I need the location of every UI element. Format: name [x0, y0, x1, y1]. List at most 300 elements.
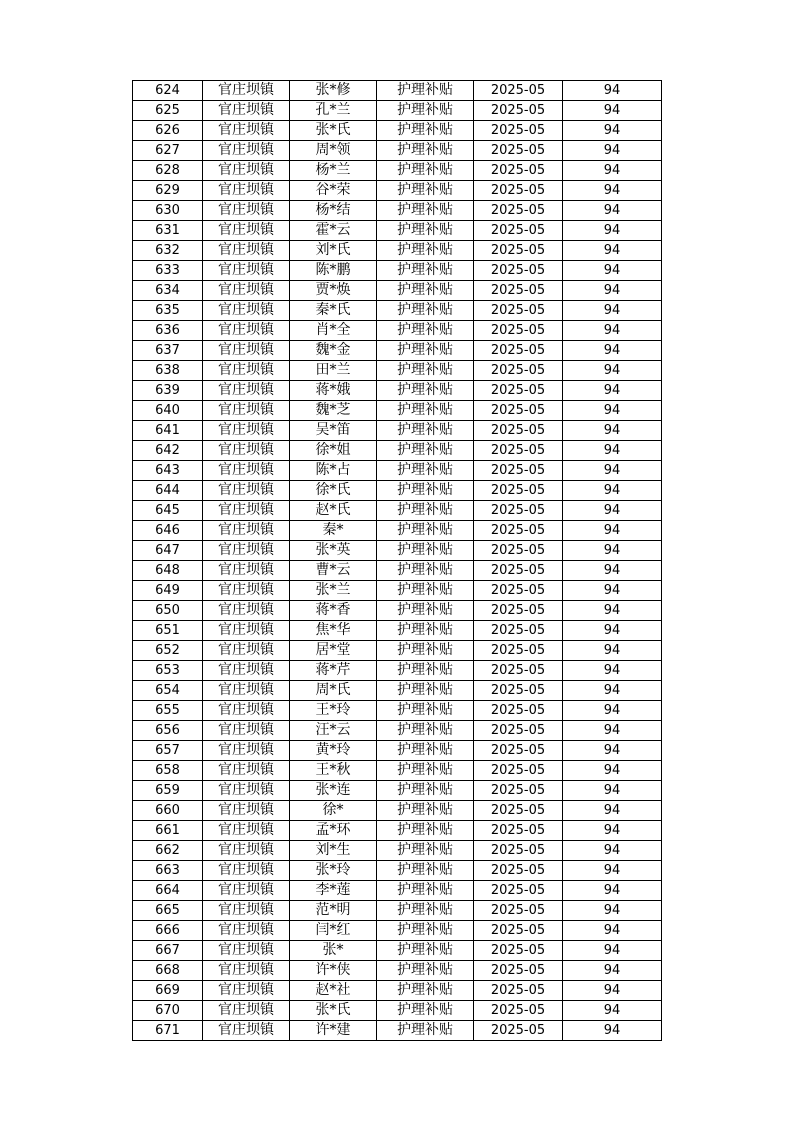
period-cell: 2025-05	[474, 761, 563, 781]
table-row	[133, 361, 662, 381]
period-cell: 2025-05	[474, 301, 563, 321]
serial-cell: 647	[133, 541, 203, 561]
amount-cell: 94	[563, 201, 662, 221]
serial-cell: 640	[133, 401, 203, 421]
name-cell: 居*堂	[290, 641, 377, 661]
serial-cell: 645	[133, 501, 203, 521]
amount-cell: 94	[563, 161, 662, 181]
subsidy-type-cell: 护理补贴	[377, 301, 474, 321]
serial-cell: 642	[133, 441, 203, 461]
period-cell: 2025-05	[474, 401, 563, 421]
serial-cell: 632	[133, 241, 203, 261]
serial-cell: 646	[133, 521, 203, 541]
serial-cell: 656	[133, 721, 203, 741]
table-row	[133, 201, 662, 221]
amount-cell: 94	[563, 841, 662, 861]
serial-cell: 627	[133, 141, 203, 161]
town-cell: 官庄坝镇	[203, 261, 290, 281]
serial-cell: 629	[133, 181, 203, 201]
town-cell: 官庄坝镇	[203, 681, 290, 701]
amount-cell: 94	[563, 381, 662, 401]
name-cell: 徐*氏	[290, 481, 377, 501]
town-cell: 官庄坝镇	[203, 321, 290, 341]
name-cell: 赵*社	[290, 981, 377, 1001]
subsidy-type-cell: 护理补贴	[377, 461, 474, 481]
subsidy-type-cell: 护理补贴	[377, 561, 474, 581]
town-cell: 官庄坝镇	[203, 281, 290, 301]
amount-cell: 94	[563, 601, 662, 621]
table-row	[133, 241, 662, 261]
name-cell: 贾*焕	[290, 281, 377, 301]
name-cell: 杨*兰	[290, 161, 377, 181]
subsidy-type-cell: 护理补贴	[377, 401, 474, 421]
amount-cell: 94	[563, 501, 662, 521]
period-cell: 2025-05	[474, 261, 563, 281]
subsidy-type-cell: 护理补贴	[377, 261, 474, 281]
town-cell: 官庄坝镇	[203, 761, 290, 781]
period-cell: 2025-05	[474, 521, 563, 541]
subsidy-table	[132, 80, 662, 1041]
table-row	[133, 961, 662, 981]
name-cell: 周*氏	[290, 681, 377, 701]
period-cell: 2025-05	[474, 541, 563, 561]
town-cell: 官庄坝镇	[203, 1001, 290, 1021]
period-cell: 2025-05	[474, 221, 563, 241]
amount-cell: 94	[563, 241, 662, 261]
subsidy-type-cell: 护理补贴	[377, 141, 474, 161]
town-cell: 官庄坝镇	[203, 821, 290, 841]
subsidy-type-cell: 护理补贴	[377, 521, 474, 541]
town-cell: 官庄坝镇	[203, 601, 290, 621]
table-row	[133, 861, 662, 881]
name-cell: 吴*笛	[290, 421, 377, 441]
town-cell: 官庄坝镇	[203, 441, 290, 461]
name-cell: 张*英	[290, 541, 377, 561]
period-cell: 2025-05	[474, 421, 563, 441]
serial-cell: 668	[133, 961, 203, 981]
amount-cell: 94	[563, 721, 662, 741]
subsidy-type-cell: 护理补贴	[377, 241, 474, 261]
town-cell: 官庄坝镇	[203, 841, 290, 861]
town-cell: 官庄坝镇	[203, 781, 290, 801]
serial-cell: 658	[133, 761, 203, 781]
name-cell: 陈*占	[290, 461, 377, 481]
serial-cell: 671	[133, 1021, 203, 1041]
subsidy-type-cell: 护理补贴	[377, 81, 474, 101]
subsidy-type-cell: 护理补贴	[377, 1001, 474, 1021]
town-cell: 官庄坝镇	[203, 661, 290, 681]
serial-cell: 652	[133, 641, 203, 661]
town-cell: 官庄坝镇	[203, 141, 290, 161]
subsidy-type-cell: 护理补贴	[377, 781, 474, 801]
town-cell: 官庄坝镇	[203, 341, 290, 361]
serial-cell: 669	[133, 981, 203, 1001]
table-row	[133, 621, 662, 641]
subsidy-type-cell: 护理补贴	[377, 681, 474, 701]
name-cell: 张*氏	[290, 121, 377, 141]
amount-cell: 94	[563, 321, 662, 341]
name-cell: 蒋*芹	[290, 661, 377, 681]
serial-cell: 631	[133, 221, 203, 241]
town-cell: 官庄坝镇	[203, 861, 290, 881]
town-cell: 官庄坝镇	[203, 161, 290, 181]
period-cell: 2025-05	[474, 721, 563, 741]
name-cell: 张*兰	[290, 581, 377, 601]
table-row	[133, 81, 662, 101]
serial-cell: 650	[133, 601, 203, 621]
name-cell: 霍*云	[290, 221, 377, 241]
table-row	[133, 601, 662, 621]
name-cell: 汪*云	[290, 721, 377, 741]
amount-cell: 94	[563, 141, 662, 161]
table-row	[133, 321, 662, 341]
table-row	[133, 481, 662, 501]
serial-cell: 634	[133, 281, 203, 301]
period-cell: 2025-05	[474, 281, 563, 301]
name-cell: 刘*氏	[290, 241, 377, 261]
period-cell: 2025-05	[474, 881, 563, 901]
serial-cell: 644	[133, 481, 203, 501]
period-cell: 2025-05	[474, 861, 563, 881]
table-row	[133, 281, 662, 301]
table-row	[133, 681, 662, 701]
subsidy-type-cell: 护理补贴	[377, 361, 474, 381]
town-cell: 官庄坝镇	[203, 81, 290, 101]
subsidy-type-cell: 护理补贴	[377, 621, 474, 641]
name-cell: 孟*环	[290, 821, 377, 841]
name-cell: 魏*芝	[290, 401, 377, 421]
town-cell: 官庄坝镇	[203, 641, 290, 661]
table-row	[133, 721, 662, 741]
table-row	[133, 121, 662, 141]
town-cell: 官庄坝镇	[203, 401, 290, 421]
table-row	[133, 881, 662, 901]
period-cell: 2025-05	[474, 681, 563, 701]
period-cell: 2025-05	[474, 781, 563, 801]
subsidy-type-cell: 护理补贴	[377, 941, 474, 961]
serial-cell: 648	[133, 561, 203, 581]
period-cell: 2025-05	[474, 741, 563, 761]
table-row	[133, 101, 662, 121]
town-cell: 官庄坝镇	[203, 881, 290, 901]
serial-cell: 655	[133, 701, 203, 721]
table-row	[133, 381, 662, 401]
amount-cell: 94	[563, 581, 662, 601]
name-cell: 张*	[290, 941, 377, 961]
subsidy-type-cell: 护理补贴	[377, 821, 474, 841]
amount-cell: 94	[563, 221, 662, 241]
period-cell: 2025-05	[474, 141, 563, 161]
amount-cell: 94	[563, 261, 662, 281]
subsidy-type-cell: 护理补贴	[377, 861, 474, 881]
subsidy-type-cell: 护理补贴	[377, 981, 474, 1001]
serial-cell: 624	[133, 81, 203, 101]
name-cell: 张*玲	[290, 861, 377, 881]
subsidy-type-cell: 护理补贴	[377, 161, 474, 181]
period-cell: 2025-05	[474, 461, 563, 481]
subsidy-type-cell: 护理补贴	[377, 541, 474, 561]
subsidy-type-cell: 护理补贴	[377, 481, 474, 501]
name-cell: 蒋*香	[290, 601, 377, 621]
name-cell: 孔*兰	[290, 101, 377, 121]
table-row	[133, 1021, 662, 1041]
period-cell: 2025-05	[474, 1021, 563, 1041]
name-cell: 王*玲	[290, 701, 377, 721]
period-cell: 2025-05	[474, 241, 563, 261]
period-cell: 2025-05	[474, 981, 563, 1001]
town-cell: 官庄坝镇	[203, 941, 290, 961]
serial-cell: 664	[133, 881, 203, 901]
name-cell: 刘*生	[290, 841, 377, 861]
name-cell: 王*秋	[290, 761, 377, 781]
period-cell: 2025-05	[474, 201, 563, 221]
amount-cell: 94	[563, 361, 662, 381]
subsidy-type-cell: 护理补贴	[377, 201, 474, 221]
subsidy-type-cell: 护理补贴	[377, 441, 474, 461]
period-cell: 2025-05	[474, 581, 563, 601]
name-cell: 秦*氏	[290, 301, 377, 321]
period-cell: 2025-05	[474, 501, 563, 521]
amount-cell: 94	[563, 981, 662, 1001]
serial-cell: 651	[133, 621, 203, 641]
town-cell: 官庄坝镇	[203, 561, 290, 581]
subsidy-type-cell: 护理补贴	[377, 121, 474, 141]
table-row	[133, 521, 662, 541]
subsidy-type-cell: 护理补贴	[377, 661, 474, 681]
serial-cell: 639	[133, 381, 203, 401]
town-cell: 官庄坝镇	[203, 461, 290, 481]
town-cell: 官庄坝镇	[203, 221, 290, 241]
subsidy-type-cell: 护理补贴	[377, 381, 474, 401]
subsidy-type-cell: 护理补贴	[377, 841, 474, 861]
name-cell: 肖*全	[290, 321, 377, 341]
town-cell: 官庄坝镇	[203, 501, 290, 521]
period-cell: 2025-05	[474, 481, 563, 501]
subsidy-type-cell: 护理补贴	[377, 721, 474, 741]
subsidy-type-cell: 护理补贴	[377, 101, 474, 121]
table-row	[133, 461, 662, 481]
amount-cell: 94	[563, 661, 662, 681]
amount-cell: 94	[563, 401, 662, 421]
town-cell: 官庄坝镇	[203, 121, 290, 141]
name-cell: 许*侠	[290, 961, 377, 981]
serial-cell: 662	[133, 841, 203, 861]
town-cell: 官庄坝镇	[203, 241, 290, 261]
amount-cell: 94	[563, 1021, 662, 1041]
name-cell: 蒋*娥	[290, 381, 377, 401]
amount-cell: 94	[563, 281, 662, 301]
name-cell: 谷*荣	[290, 181, 377, 201]
town-cell: 官庄坝镇	[203, 801, 290, 821]
amount-cell: 94	[563, 741, 662, 761]
table-row	[133, 301, 662, 321]
table-row	[133, 641, 662, 661]
serial-cell: 636	[133, 321, 203, 341]
amount-cell: 94	[563, 341, 662, 361]
table-row	[133, 141, 662, 161]
serial-cell: 660	[133, 801, 203, 821]
serial-cell: 626	[133, 121, 203, 141]
serial-cell: 630	[133, 201, 203, 221]
period-cell: 2025-05	[474, 361, 563, 381]
amount-cell: 94	[563, 881, 662, 901]
name-cell: 杨*结	[290, 201, 377, 221]
period-cell: 2025-05	[474, 921, 563, 941]
period-cell: 2025-05	[474, 821, 563, 841]
subsidy-type-cell: 护理补贴	[377, 501, 474, 521]
serial-cell: 659	[133, 781, 203, 801]
table-row	[133, 261, 662, 281]
serial-cell: 667	[133, 941, 203, 961]
town-cell: 官庄坝镇	[203, 381, 290, 401]
amount-cell: 94	[563, 461, 662, 481]
period-cell: 2025-05	[474, 701, 563, 721]
table-row	[133, 341, 662, 361]
subsidy-type-cell: 护理补贴	[377, 281, 474, 301]
amount-cell: 94	[563, 921, 662, 941]
period-cell: 2025-05	[474, 901, 563, 921]
period-cell: 2025-05	[474, 661, 563, 681]
table-row	[133, 221, 662, 241]
serial-cell: 666	[133, 921, 203, 941]
period-cell: 2025-05	[474, 961, 563, 981]
amount-cell: 94	[563, 961, 662, 981]
subsidy-type-cell: 护理补贴	[377, 601, 474, 621]
table-row	[133, 821, 662, 841]
name-cell: 闫*红	[290, 921, 377, 941]
period-cell: 2025-05	[474, 601, 563, 621]
amount-cell: 94	[563, 421, 662, 441]
serial-cell: 637	[133, 341, 203, 361]
serial-cell: 670	[133, 1001, 203, 1021]
table-row	[133, 161, 662, 181]
period-cell: 2025-05	[474, 641, 563, 661]
name-cell: 赵*氏	[290, 501, 377, 521]
subsidy-type-cell: 护理补贴	[377, 341, 474, 361]
subsidy-type-cell: 护理补贴	[377, 1021, 474, 1041]
amount-cell: 94	[563, 121, 662, 141]
name-cell: 范*明	[290, 901, 377, 921]
serial-cell: 643	[133, 461, 203, 481]
subsidy-type-cell: 护理补贴	[377, 321, 474, 341]
name-cell: 黄*玲	[290, 741, 377, 761]
table-row	[133, 561, 662, 581]
table-row	[133, 741, 662, 761]
subsidy-type-cell: 护理补贴	[377, 881, 474, 901]
period-cell: 2025-05	[474, 441, 563, 461]
serial-cell: 641	[133, 421, 203, 441]
town-cell: 官庄坝镇	[203, 361, 290, 381]
subsidy-type-cell: 护理补贴	[377, 581, 474, 601]
town-cell: 官庄坝镇	[203, 961, 290, 981]
town-cell: 官庄坝镇	[203, 521, 290, 541]
name-cell: 张*修	[290, 81, 377, 101]
subsidy-type-cell: 护理补贴	[377, 701, 474, 721]
serial-cell: 653	[133, 661, 203, 681]
amount-cell: 94	[563, 821, 662, 841]
town-cell: 官庄坝镇	[203, 901, 290, 921]
serial-cell: 654	[133, 681, 203, 701]
name-cell: 张*连	[290, 781, 377, 801]
serial-cell: 663	[133, 861, 203, 881]
subsidy-type-cell: 护理补贴	[377, 901, 474, 921]
subsidy-type-cell: 护理补贴	[377, 761, 474, 781]
town-cell: 官庄坝镇	[203, 621, 290, 641]
name-cell: 徐*姐	[290, 441, 377, 461]
table-row	[133, 841, 662, 861]
period-cell: 2025-05	[474, 801, 563, 821]
table-row	[133, 441, 662, 461]
amount-cell: 94	[563, 941, 662, 961]
town-cell: 官庄坝镇	[203, 101, 290, 121]
name-cell: 张*氏	[290, 1001, 377, 1021]
table-row	[133, 981, 662, 1001]
table-row	[133, 1001, 662, 1021]
amount-cell: 94	[563, 901, 662, 921]
town-cell: 官庄坝镇	[203, 421, 290, 441]
table-row	[133, 541, 662, 561]
amount-cell: 94	[563, 761, 662, 781]
subsidy-type-cell: 护理补贴	[377, 641, 474, 661]
period-cell: 2025-05	[474, 121, 563, 141]
town-cell: 官庄坝镇	[203, 201, 290, 221]
period-cell: 2025-05	[474, 381, 563, 401]
subsidy-type-cell: 护理补贴	[377, 961, 474, 981]
serial-cell: 665	[133, 901, 203, 921]
amount-cell: 94	[563, 801, 662, 821]
period-cell: 2025-05	[474, 1001, 563, 1021]
amount-cell: 94	[563, 521, 662, 541]
serial-cell: 661	[133, 821, 203, 841]
town-cell: 官庄坝镇	[203, 301, 290, 321]
name-cell: 田*兰	[290, 361, 377, 381]
name-cell: 周*领	[290, 141, 377, 161]
town-cell: 官庄坝镇	[203, 481, 290, 501]
amount-cell: 94	[563, 561, 662, 581]
period-cell: 2025-05	[474, 941, 563, 961]
name-cell: 徐*	[290, 801, 377, 821]
period-cell: 2025-05	[474, 161, 563, 181]
table-row	[133, 701, 662, 721]
town-cell: 官庄坝镇	[203, 921, 290, 941]
table-row	[133, 761, 662, 781]
town-cell: 官庄坝镇	[203, 741, 290, 761]
period-cell: 2025-05	[474, 621, 563, 641]
table-row	[133, 421, 662, 441]
subsidy-type-cell: 护理补贴	[377, 801, 474, 821]
serial-cell: 649	[133, 581, 203, 601]
amount-cell: 94	[563, 641, 662, 661]
table-row	[133, 661, 662, 681]
table-row	[133, 901, 662, 921]
period-cell: 2025-05	[474, 101, 563, 121]
table-row	[133, 801, 662, 821]
period-cell: 2025-05	[474, 341, 563, 361]
subsidy-type-cell: 护理补贴	[377, 741, 474, 761]
town-cell: 官庄坝镇	[203, 701, 290, 721]
table-body	[133, 81, 662, 1041]
period-cell: 2025-05	[474, 181, 563, 201]
serial-cell: 635	[133, 301, 203, 321]
town-cell: 官庄坝镇	[203, 181, 290, 201]
period-cell: 2025-05	[474, 841, 563, 861]
name-cell: 魏*金	[290, 341, 377, 361]
table-row	[133, 781, 662, 801]
name-cell: 李*莲	[290, 881, 377, 901]
amount-cell: 94	[563, 541, 662, 561]
period-cell: 2025-05	[474, 321, 563, 341]
serial-cell: 657	[133, 741, 203, 761]
